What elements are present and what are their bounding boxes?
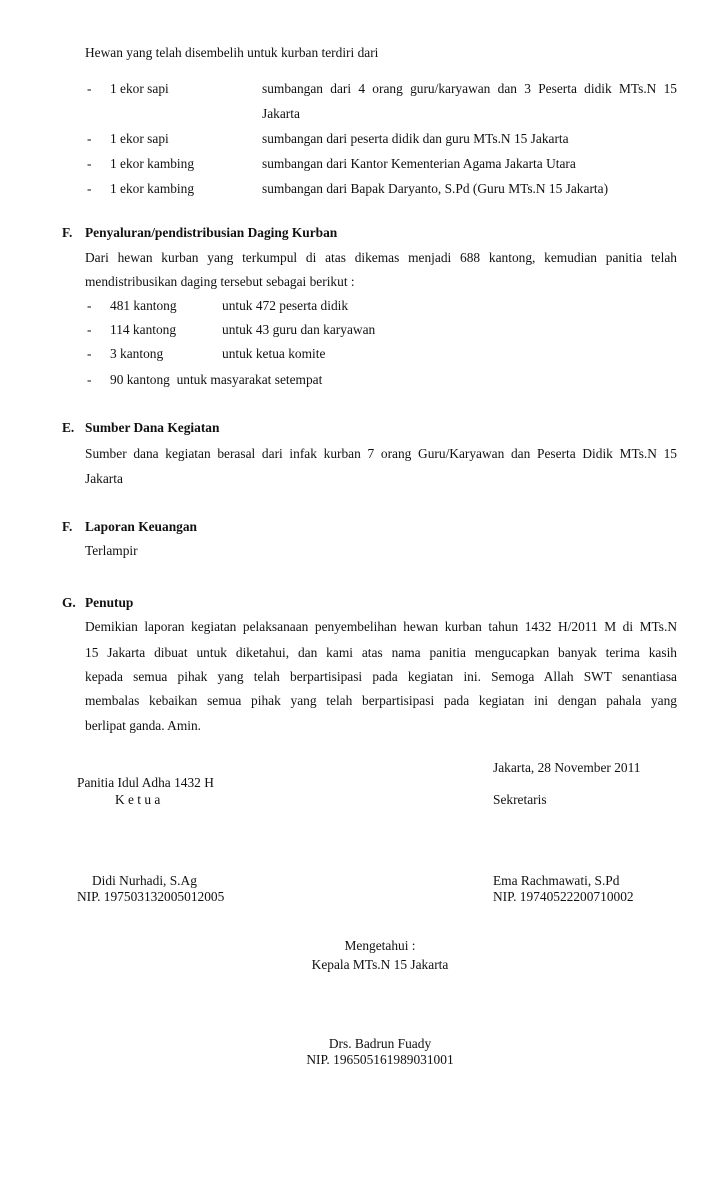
animal-item: 1 ekor sapi — [110, 81, 169, 96]
distribution-target: untuk 472 peserta didik — [222, 298, 349, 313]
section-heading-distribution — [62, 225, 337, 241]
distribution-paragraph-line: mendistribusikan daging tersebut sebagai berikut : — [85, 274, 355, 289]
animal-item: 1 ekor sapi — [110, 131, 169, 146]
animal-source: sumbangan dari peserta didik dan guru MTs.N 15 Jakarta — [262, 131, 569, 146]
closing-paragraph-line: berlipat ganda. Amin. — [85, 718, 202, 733]
section-title: Penyaluran/pendistribusian Daging Kurban — [85, 225, 338, 240]
animal-source: sumbangan dari Kantor Kementerian Agama Jakarta Utara — [262, 156, 576, 171]
distribution-target: untuk 43 guru dan karyawan — [222, 322, 376, 337]
list-bullet: - — [87, 156, 92, 171]
intro-text: Hewan yang telah disembelih untuk kurban terdiri dari — [85, 45, 379, 60]
chair-name: Didi Nurhadi, S.Ag — [92, 873, 197, 888]
distribution-paragraph-line: Dari hewan kurban yang terkumpul di atas dikemas menjadi 688 kantong, kemudian panitia telah — [85, 250, 677, 265]
animal-item: 1 ekor kambing — [110, 156, 195, 171]
chair-nip: NIP. 197503132005012005 — [77, 889, 225, 904]
section-title: Sumber Dana Kegiatan — [85, 420, 220, 435]
list-bullet: - — [87, 131, 92, 146]
list-bullet: - — [87, 322, 92, 337]
committee-title: Panitia Idul Adha 1432 H — [77, 775, 214, 790]
section-letter: F. — [62, 519, 73, 534]
distribution-qty: 114 kantong — [110, 322, 177, 337]
animal-source: sumbangan dari 4 orang guru/karyawan dan 3 Peserta didik MTs.N 15 — [262, 81, 677, 96]
distribution-qty: 3 kantong — [110, 346, 164, 361]
finance-text: Terlampir — [85, 543, 138, 558]
head-title: Kepala MTs.N 15 Jakarta — [311, 957, 449, 972]
closing-paragraph-line: kepada semua pihak yang telah berpartisipasi pada kegiatan ini. Semoga Allah SWT senantiasa — [85, 669, 677, 684]
section-letter: G. — [62, 595, 76, 610]
secretary-nip: NIP. 19740522200710002 — [493, 889, 634, 904]
section-title: Laporan Keuangan — [85, 519, 197, 534]
head-name: Drs. Badrun Fuady — [328, 1036, 432, 1051]
list-bullet: - — [87, 372, 92, 387]
list-bullet: - — [87, 346, 92, 361]
secretary-name: Ema Rachmawati, S.Pd — [493, 873, 620, 888]
closing-paragraph-line: 15 Jakarta dibuat untuk diketahui, dan kami atas nama panitia mengucapkan banyak terima kasih — [85, 645, 677, 660]
section-letter: E. — [62, 420, 75, 435]
section-letter: F. — [62, 225, 73, 240]
list-bullet: - — [87, 298, 92, 313]
chair-title: K e t u a — [115, 792, 161, 807]
distribution-target: untuk ketua komite — [222, 346, 326, 361]
funds-text-line: Jakarta — [85, 471, 123, 486]
list-bullet: - — [87, 181, 92, 196]
animal-item: 1 ekor kambing — [110, 181, 195, 196]
secretary-title: Sekretaris — [493, 792, 547, 807]
closing-paragraph-line: membalas kebaikan semua pihak yang telah berpartisipasi pada kegiatan ini dengan pahala yang — [85, 693, 677, 708]
place-date: Jakarta, 28 November 2011 — [493, 760, 641, 775]
closing-paragraph-line: Demikian laporan kegiatan pelaksanaan penyembelihan hewan kurban tahun 1432 H/2011 M di MTs.N — [85, 619, 677, 634]
distribution-item: 90 kantong untuk masyarakat setempat — [110, 372, 323, 387]
list-bullet: - — [87, 81, 92, 96]
animal-source-continued: Jakarta — [262, 106, 300, 121]
head-nip: NIP. 196505161989031001 — [306, 1052, 454, 1067]
acknowledged-label: Mengetahui : — [344, 938, 416, 953]
funds-text-line: Sumber dana kegiatan berasal dari infak kurban 7 orang Guru/Karyawan dan Peserta Didik MTs.N 15 — [85, 446, 677, 461]
animal-source: sumbangan dari Bapak Daryanto, S.Pd (Guru MTs.N 15 Jakarta) — [262, 181, 609, 196]
section-title: Penutup — [85, 595, 134, 610]
section-heading-finance — [62, 519, 197, 535]
section-heading-funds — [62, 420, 219, 436]
section-heading-closing — [62, 595, 133, 611]
distribution-qty: 481 kantong — [110, 298, 177, 313]
